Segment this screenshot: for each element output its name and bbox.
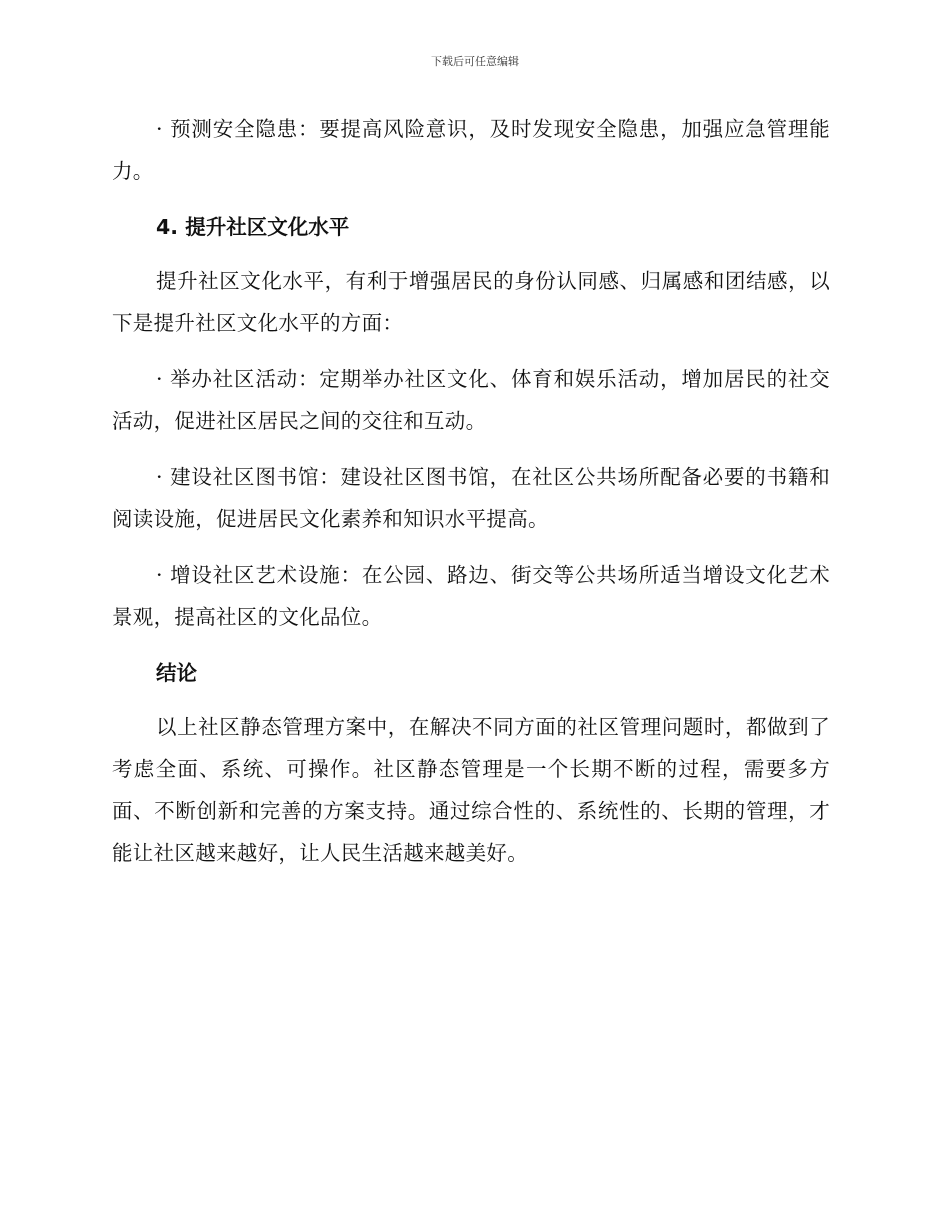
- page-header: 下载后可任意编辑: [431, 55, 519, 68]
- bullet-art-facilities: · 增设社区艺术设施：在公园、路边、街交等公共场所适当增设文化艺术景观，提高社区的文化品位。: [112, 563, 830, 629]
- culture-intro-paragraph: 提升社区文化水平，有利于增强居民的身份认同感、归属感和团结感，以下是提升社区文化水平的方面：: [112, 269, 830, 335]
- conclusion-paragraph: 以上社区静态管理方案中，在解决不同方面的社区管理问题时，都做到了考虑全面、系统、可操作。社区静态管理是一个长期不断的过程，需要多方面、不断创新和完善的方案支持。通过综合性的、系统性的、长期的管理，才能让社区越来越好，让人民生活越来越美好。: [112, 715, 830, 865]
- bullet-predict-safety-hazards: · 预测安全隐患：要提高风险意识，及时发现安全隐患，加强应急管理能力。: [112, 117, 830, 183]
- bullet-community-library: · 建设社区图书馆：建设社区图书馆，在社区公共场所配备必要的书籍和阅读设施，促进居民文化素养和知识水平提高。: [112, 465, 830, 531]
- bullet-community-activities: · 举办社区活动：定期举办社区文化、体育和娱乐活动，增加居民的社交活动，促进社区居民之间的交往和互动。: [112, 367, 830, 433]
- section-heading-culture: 4. 提升社区文化水平: [156, 215, 350, 239]
- document-body: [112, 108, 830, 888]
- section-heading-conclusion: 结论: [156, 661, 197, 685]
